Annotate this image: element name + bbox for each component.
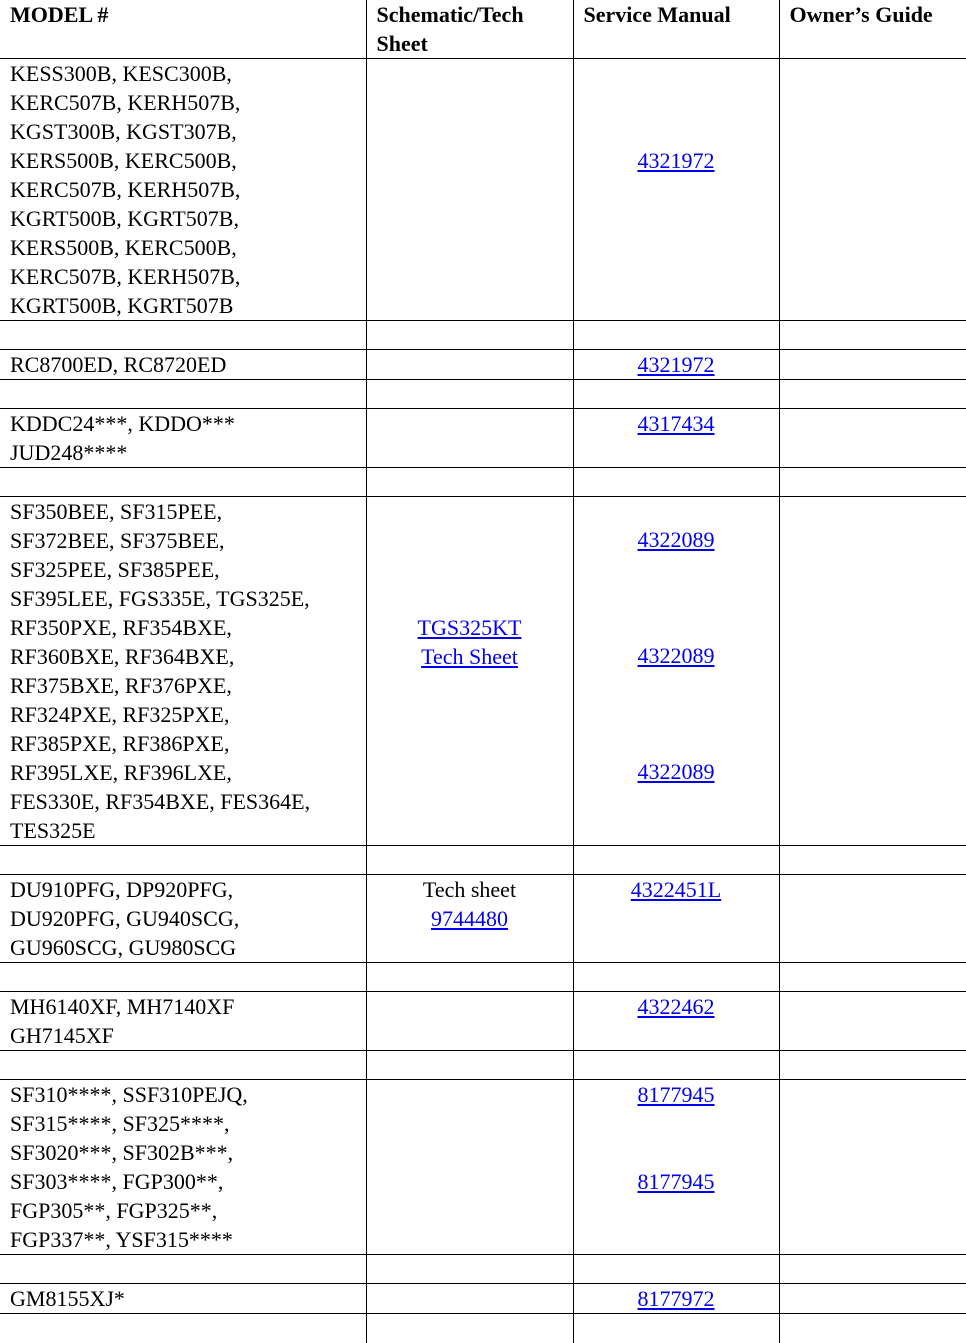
model-line: KERC507B, KERH507B, — [10, 264, 241, 289]
model-line: RF385PXE, RF386PXE, — [10, 731, 230, 756]
service-manual-cell — [573, 1080, 779, 1255]
model-line: GM8155XJ* — [10, 1286, 125, 1311]
service-manual-link[interactable]: 4322089 — [637, 643, 715, 668]
model-line: KERS500B, KERC500B, — [10, 235, 237, 260]
model-line: JUD248**** — [10, 440, 128, 465]
service-manual-link[interactable]: 4322451L — [630, 877, 722, 902]
model-cell — [0, 59, 366, 321]
service-manual-cell — [573, 497, 779, 846]
owners-guide-cell — [779, 992, 966, 1051]
model-cell — [0, 350, 366, 380]
header-service-manual: Service Manual — [573, 0, 779, 59]
schematic-cell — [366, 992, 573, 1051]
service-manual-link[interactable]: 4317434 — [637, 411, 715, 436]
service-manual-cell — [573, 350, 779, 380]
tech-sheet-link[interactable] — [367, 613, 573, 671]
spacer-row — [0, 380, 966, 409]
model-line: SF372BEE, SF375BEE, — [10, 528, 225, 553]
service-manual-cell — [573, 59, 779, 321]
table-row — [0, 1284, 966, 1314]
header-owners-guide: Owner’s Guide — [779, 0, 966, 59]
model-line: KGRT500B, KGRT507B — [10, 293, 234, 318]
model-line: KERC507B, KERH507B, — [10, 177, 241, 202]
service-manual-cell — [573, 409, 779, 468]
model-line: RF375BXE, RF376PXE, — [10, 673, 232, 698]
model-line: RF395LXE, RF396LXE, — [10, 760, 232, 785]
model-line: SF315****, SF325****, — [10, 1111, 230, 1136]
service-manual-cell — [573, 875, 779, 963]
spacer-row — [0, 1051, 966, 1080]
tech-sheet-label: Tech sheet — [422, 877, 517, 902]
table-row — [0, 497, 966, 846]
table-row — [0, 992, 966, 1051]
model-line: RF324PXE, RF325PXE, — [10, 702, 230, 727]
model-line: SF395LEE, FGS335E, TGS325E, — [10, 586, 310, 611]
header-row — [0, 0, 966, 59]
model-line: RF350PXE, RF354BXE, — [10, 615, 232, 640]
model-line: KERS500B, KERC500B, — [10, 148, 237, 173]
model-line: RF360BXE, RF364BXE, — [10, 644, 235, 669]
service-manual-link[interactable]: 8177945 — [637, 1082, 715, 1107]
model-line: SF325PEE, SF385PEE, — [10, 557, 220, 582]
service-manual-link[interactable]: 4321972 — [637, 148, 715, 173]
schematic-cell — [366, 497, 573, 846]
model-cell — [0, 497, 366, 846]
model-line: SF303****, FGP300**, — [10, 1169, 224, 1194]
model-line: KDDC24***, KDDO*** — [10, 411, 235, 436]
owners-guide-cell — [779, 1080, 966, 1255]
schematic-cell — [366, 59, 573, 321]
model-cell — [0, 409, 366, 468]
table-row — [0, 59, 966, 321]
model-cell — [0, 992, 366, 1051]
schematic-cell — [366, 875, 573, 963]
schematic-cell — [366, 1080, 573, 1255]
tech-sheet-link-line: Tech Sheet — [421, 644, 518, 669]
service-manual-link[interactable]: 4322089 — [637, 759, 715, 784]
model-line: KGST300B, KGST307B, — [10, 119, 237, 144]
model-line: MH6140XF, MH7140XF — [10, 994, 235, 1019]
model-line: RC8700ED, RC8720ED — [10, 352, 227, 377]
table-row — [0, 875, 966, 963]
model-cell — [0, 1080, 366, 1255]
model-line: SF3020***, SF302B***, — [10, 1140, 234, 1165]
tech-sheet-link[interactable]: 9744480 — [431, 906, 508, 931]
model-line: KESS300B, KESC300B, — [10, 61, 232, 86]
spacer-row — [0, 846, 966, 875]
model-line: DU920PFG, GU940SCG, — [10, 906, 240, 931]
schematic-cell — [366, 409, 573, 468]
table-row — [0, 350, 966, 380]
schematic-cell — [366, 1284, 573, 1314]
owners-guide-cell — [779, 350, 966, 380]
service-manual-link[interactable]: 8177945 — [637, 1169, 715, 1194]
model-line: FES330E, RF354BXE, FES364E, — [10, 789, 311, 814]
owners-guide-cell — [779, 497, 966, 846]
spacer-row — [0, 1314, 966, 1343]
model-line: TES325E — [10, 818, 96, 843]
model-line: KGRT500B, KGRT507B, — [10, 206, 239, 231]
table-row — [0, 409, 966, 468]
schematic-cell — [366, 350, 573, 380]
spacer-row — [0, 963, 966, 992]
service-manual-link[interactable]: 8177972 — [637, 1286, 715, 1311]
owners-guide-cell — [779, 59, 966, 321]
model-line: SF350BEE, SF315PEE, — [10, 499, 223, 524]
spacer-row — [0, 1255, 966, 1284]
table-row — [0, 1080, 966, 1255]
tech-sheet-link-line: TGS325KT — [417, 615, 522, 640]
model-line: GU960SCG, GU980SCG — [10, 935, 237, 960]
service-manual-link[interactable]: 4322462 — [637, 994, 715, 1019]
model-cell — [0, 1284, 366, 1314]
header-model: MODEL # — [0, 0, 366, 59]
owners-guide-cell — [779, 1284, 966, 1314]
model-line: FGP337**, YSF315**** — [10, 1227, 233, 1252]
service-manual-cell — [573, 1284, 779, 1314]
service-manual-link[interactable]: 4321972 — [637, 352, 715, 377]
model-line: DU910PFG, DP920PFG, — [10, 877, 234, 902]
model-line: KERC507B, KERH507B, — [10, 90, 241, 115]
spacer-row — [0, 321, 966, 350]
model-line: GH7145XF — [10, 1023, 114, 1048]
model-cell — [0, 875, 366, 963]
spacer-row — [0, 468, 966, 497]
model-line: SF310****, SSF310PEJQ, — [10, 1082, 248, 1107]
service-manual-link[interactable]: 4322089 — [637, 527, 715, 552]
owners-guide-cell — [779, 409, 966, 468]
header-schematic: Schematic/Tech Sheet — [366, 0, 573, 59]
model-line: FGP305**, FGP325**, — [10, 1198, 218, 1223]
service-manual-cell — [573, 992, 779, 1051]
owners-guide-cell — [779, 875, 966, 963]
